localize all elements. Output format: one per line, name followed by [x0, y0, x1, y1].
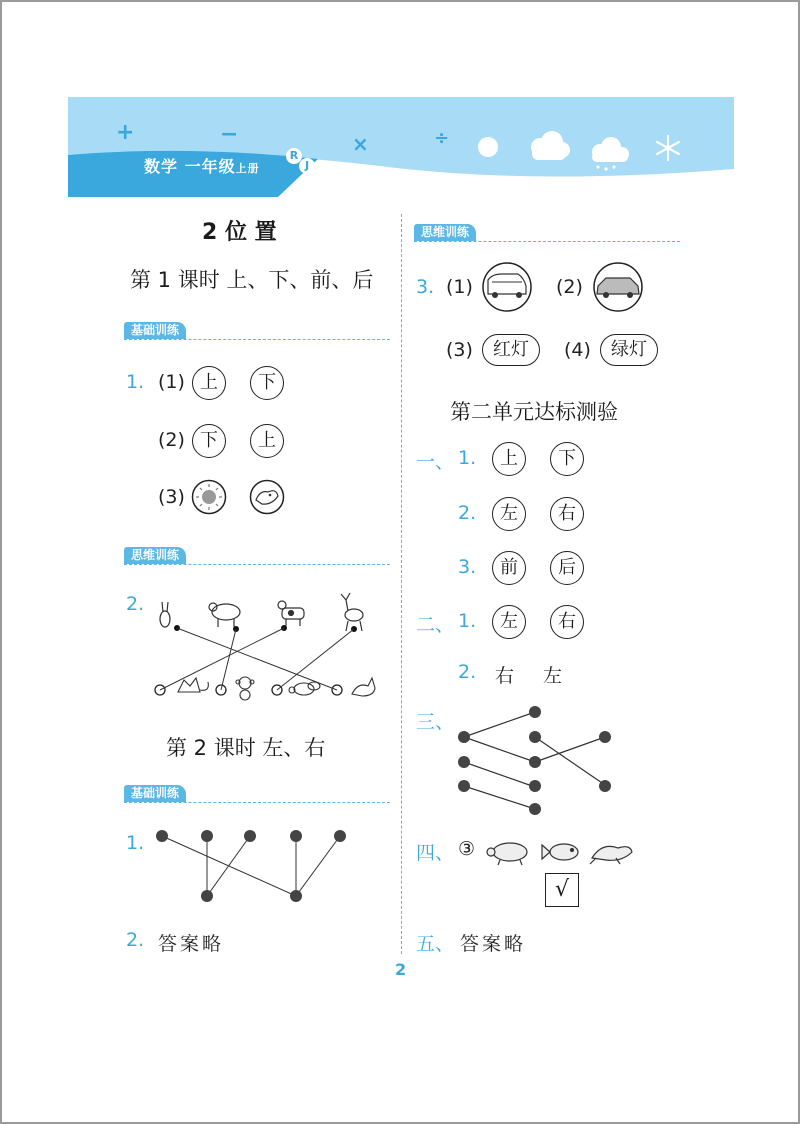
turtle-icon — [289, 682, 320, 695]
svg-text:×: × — [352, 132, 369, 156]
part5-answer: 答案略 — [460, 933, 527, 955]
divider — [124, 339, 390, 340]
sun-icon — [478, 137, 498, 157]
bird-icon — [251, 481, 284, 514]
column-divider — [401, 214, 402, 954]
q3-item3-answer: 红灯 — [482, 334, 540, 366]
part2-item1-answer-a: 左 — [492, 605, 526, 639]
turtle-icon — [487, 843, 527, 865]
part1-item1-answer-b: 下 — [550, 442, 584, 476]
svg-text:÷: ÷ — [434, 128, 450, 149]
part1-item1-number: 1. — [458, 447, 477, 469]
decoration-layer — [2, 2, 798, 1122]
part1-item3-answer-b: 后 — [550, 551, 584, 585]
rain-cloud-icon — [592, 137, 629, 171]
lesson1-title: 第 1 课时 上、下、前、后 — [130, 268, 374, 292]
q1-row2-answer-a: 下 — [192, 424, 226, 458]
divider — [414, 241, 680, 242]
minivan-icon — [483, 263, 531, 311]
cow-icon — [278, 601, 304, 626]
q1-row3-label: (3) — [158, 486, 185, 508]
part1-item2-answer-a: 左 — [492, 497, 526, 531]
part1-item1-answer-a: 上 — [492, 442, 526, 476]
test-title: 第二单元达标测验 — [450, 400, 618, 424]
q1-row1-answer-b: 下 — [250, 366, 284, 400]
q3-item3-label: (3) — [446, 339, 473, 361]
part2-item2-number: 2. — [458, 661, 477, 683]
lesson2-title: 第 2 课时 左、右 — [166, 736, 326, 760]
snowflake-icon — [657, 136, 679, 160]
unit-title: 2 位 置 — [202, 220, 277, 245]
page-number: 2 — [395, 960, 407, 979]
part4-number: 四、 — [416, 842, 455, 864]
q1-row1-label: (1) — [158, 371, 185, 393]
deer-icon — [341, 593, 363, 631]
part2-item1-number: 1. — [458, 610, 477, 632]
fish-icon — [542, 844, 578, 860]
part2-number: 二、 — [416, 614, 455, 636]
part1-item3-answer-a: 前 — [492, 551, 526, 585]
part2-item2-answer-b: 左 — [543, 665, 563, 687]
page — [2, 2, 798, 1122]
divider — [124, 564, 390, 565]
q1-row1-answer-a: 上 — [192, 366, 226, 400]
q2-number: 2. — [126, 593, 145, 615]
thinking-training-tag: 思维训练 — [414, 224, 476, 241]
q3-number: 3. — [416, 276, 435, 298]
cat-icon — [352, 678, 375, 696]
part2-item2-answer-a: 右 — [495, 665, 515, 687]
edition-r-badge: R — [286, 148, 302, 164]
l2-q2-answer: 答案略 — [158, 933, 225, 955]
svg-text:−: − — [220, 122, 239, 147]
part3-number: 三、 — [416, 711, 455, 733]
part1-item2-number: 2. — [458, 502, 477, 524]
q1-row2-answer-b: 上 — [250, 424, 284, 458]
sedan-icon — [594, 263, 642, 311]
part5-number: 五、 — [416, 933, 455, 955]
basic-training-tag: 基础训练 — [124, 322, 186, 339]
divider — [124, 802, 390, 803]
part4-check-box: √ — [545, 873, 579, 907]
basic-training-tag: 基础训练 — [124, 785, 186, 802]
q1-row2-label: (2) — [158, 429, 185, 451]
part2-item1-answer-b: 右 — [550, 605, 584, 639]
svg-text:+: + — [116, 120, 135, 145]
q3-item4-answer: 绿灯 — [600, 334, 658, 366]
q3-item2-label: (2) — [556, 276, 583, 298]
q3-item4-label: (4) — [564, 339, 591, 361]
l2-q1-number: 1. — [126, 832, 145, 854]
frog-icon — [590, 846, 632, 864]
fox-icon — [178, 678, 208, 692]
q1-number: 1. — [126, 371, 145, 393]
rabbit-icon — [160, 602, 170, 627]
sheep-icon — [209, 603, 240, 627]
part1-number: 一、 — [416, 451, 455, 473]
q3-item1-label: (1) — [446, 276, 473, 298]
sun-icon — [193, 481, 226, 514]
edition-j-badge: J — [299, 158, 315, 174]
l2-q2-number: 2. — [126, 929, 145, 951]
part1-item2-answer-b: 右 — [550, 497, 584, 531]
part1-item3-number: 3. — [458, 556, 477, 578]
cloud-icon — [531, 131, 570, 160]
monkey-icon — [236, 677, 254, 700]
part4-choice: ③ — [458, 838, 476, 860]
thinking-training-tag: 思维训练 — [124, 547, 186, 564]
banner-title: 数学 一年级上册 — [144, 157, 260, 176]
